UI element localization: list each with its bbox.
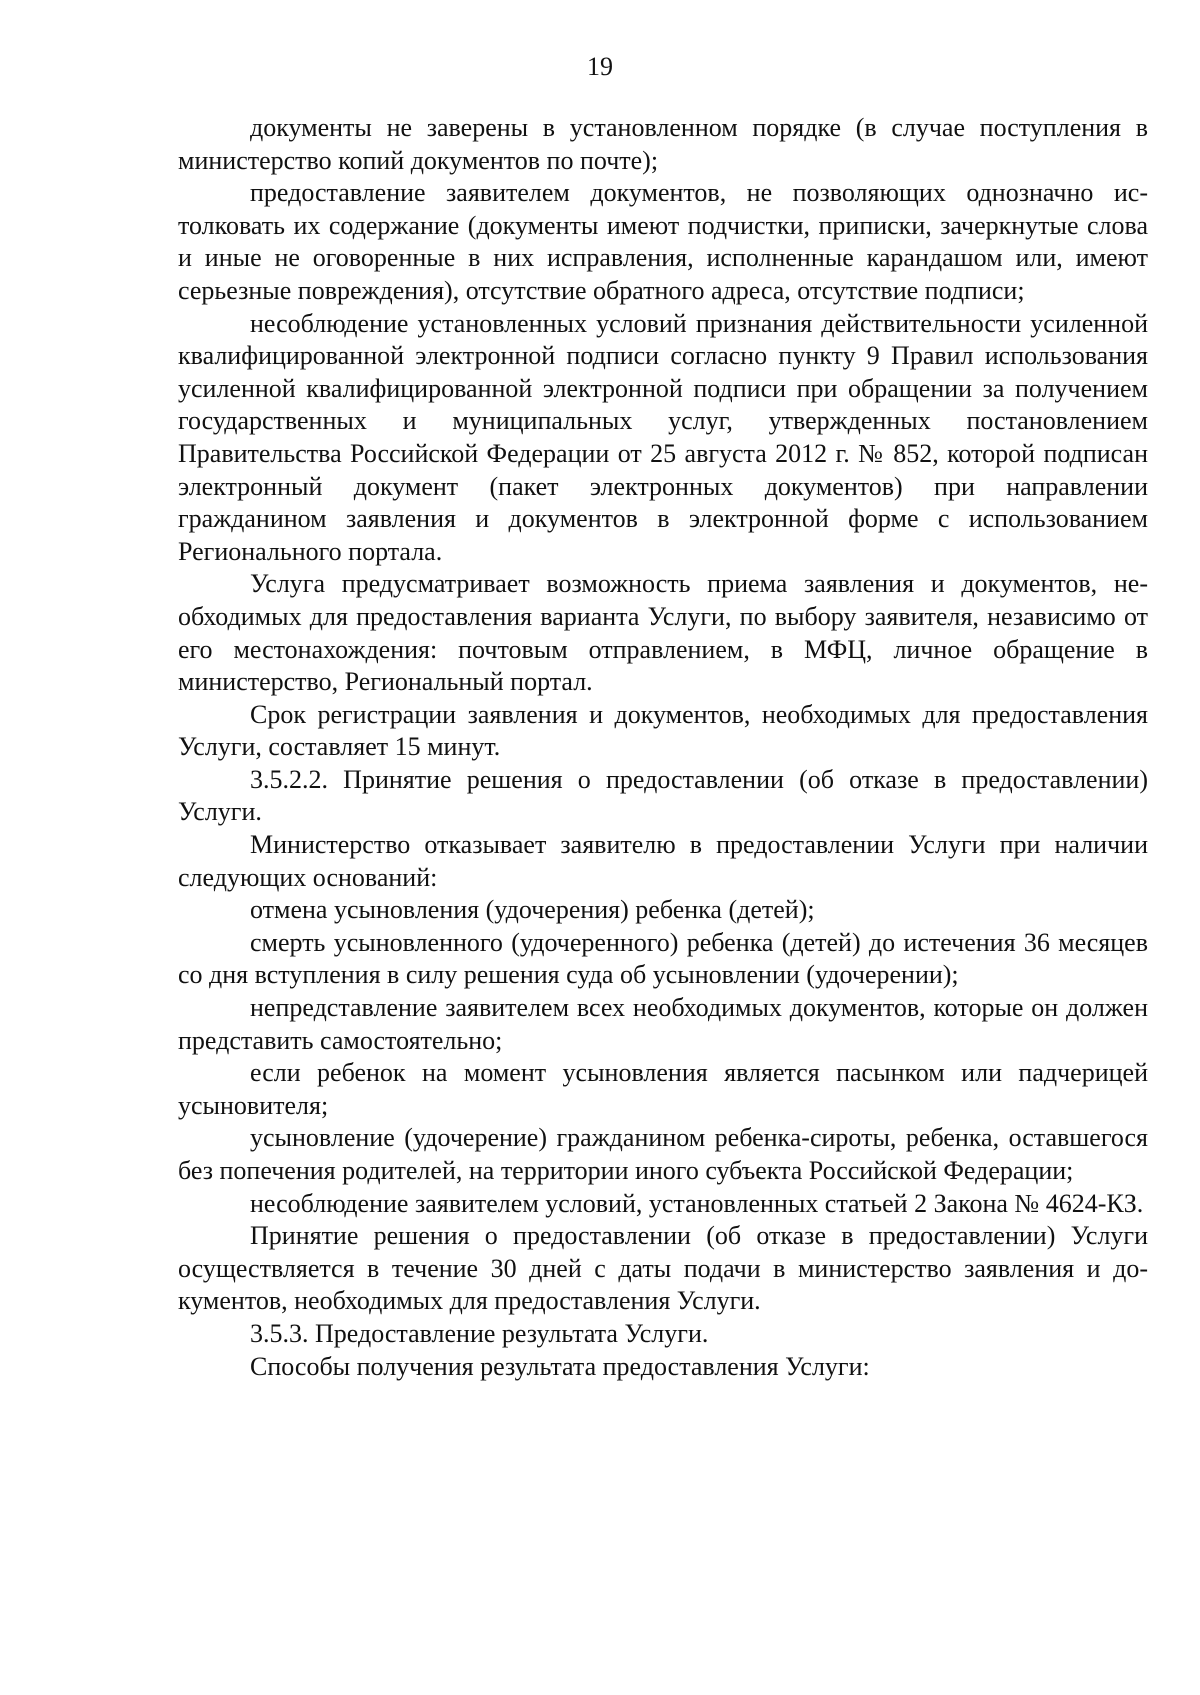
paragraph: Принятие решения о предоставлении (об отказе в предоставлении) Услуги осуществляется в течение 30 дней с даты подачи в министерство заявления и документов, необходимых для предоставления Услуги. <box>178 1221 1148 1316</box>
page-number: 19 <box>587 52 613 81</box>
list-item: несоблюдение заявителем условий, установленных статьей 2 Закона № 4624-КЗ. <box>250 1188 1144 1218</box>
paragraph: Способы получения результата предоставления Услуги: <box>250 1351 870 1381</box>
section-heading: 3.5.2.2. Принятие решения о предоставлении (об отказе в предоставлении) Услуги. <box>178 764 1148 827</box>
section-heading: 3.5.3. Предоставление результата Услуги. <box>250 1318 709 1348</box>
paragraph: Министерство отказывает заявителю в предоставлении Услуги при наличии следующих оснований: <box>178 830 1148 892</box>
paragraph: предоставление заявителем документов, не позволяющих однозначно истолковать их содержание (документы имеют подчистки, приписки, зачеркнутые слова и иные не оговоренные в них исправления, исполненные карандашом или, имеют серьезные повреждения), отсутствие обратного адреса, отсутствие подписи; <box>178 178 1148 305</box>
paragraph: несоблюдение установленных условий признания действительности усиленной квалифицированной электронной подписи согласно пункту 9 Правил использования усиленной квалифицированной электронной подписи при обращении за получением государственных и муниципальных услуг, утвержденных постановлением Правительства Российской Федерации от 25 августа 2012 г. № 852, которой подписан электронный документ (пакет электронных документов) при направлении гражданином заявления и документов в электронной форме с использованием Регионального портала. <box>178 308 1148 566</box>
paragraph: Услуга предусматривает возможность приема заявления и документов, необходимых для предоставления варианта Услуги, по выбору заявителя, независимо от его местонахождения: почтовым отправлением, в МФЦ, личное обращение в министерство, Региональный портал. <box>178 569 1148 697</box>
document-body <box>178 112 1148 1383</box>
list-item: отмена усыновления (удочерения) ребенка (детей); <box>250 895 815 925</box>
paragraph: Срок регистрации заявления и документов, необходимых для предоставления Услуги, составляет 15 минут. <box>178 699 1148 762</box>
list-item: смерть усыновленного (удочеренного) ребенка (детей) до истечения 36 месяцев со дня вступления в силу решения суда об усыновлении (удочерении); <box>178 927 1148 990</box>
list-item: если ребенок на момент усыновления является пасынком или падчерицей усыновителя; <box>178 1058 1148 1120</box>
list-item: усыновление (удочерение) гражданином ребенка-сироты, ребенка, оставшегося без попечения родителей, на территории иного субъекта Российской Федерации; <box>178 1123 1148 1185</box>
list-item: непредставление заявителем всех необходимых документов, которые он должен представить самостоятельно; <box>178 993 1148 1055</box>
paragraph: документы не заверены в установленном порядке (в случае поступления в министерство копий документов по почте); <box>178 113 1148 175</box>
